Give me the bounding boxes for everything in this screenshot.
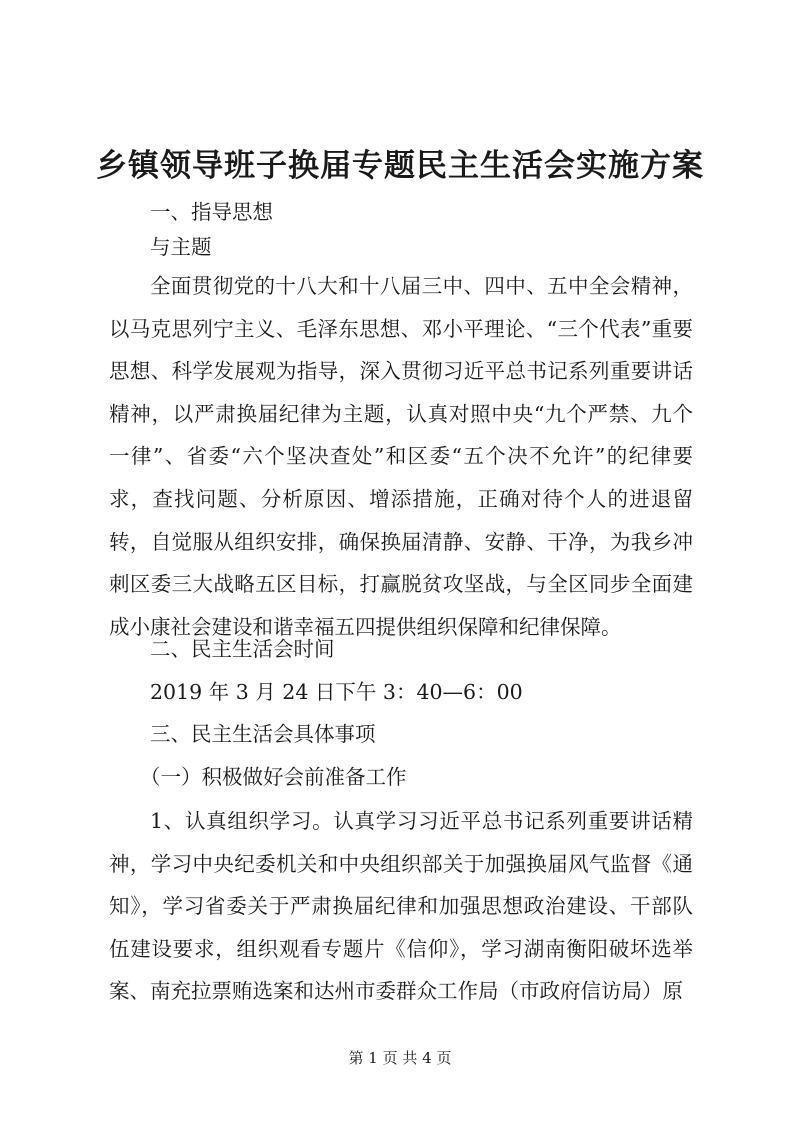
paragraph-study: 1、认真组织学习。认真学习习近平总书记系列重要讲话精神，学习中央纪委机关和中央组织部关于加强换届风气监督《通知》，学习省委关于严肃换届纪律和加强思想政治建设、干部队伍建设要求，组织观看专题片《信仰》，学习湖南衡阳破坏选举案、南充拉票贿选案和达州市委群众工作局（市政府信访局）原: [109, 809, 693, 1004]
paragraph-guiding-thought: 全面贯彻党的十八大和十八届三中、四中、五中全会精神，以马克思列宁主义、毛泽东思想、邓小平理论、“三个代表”重要思想、科学发展观为指导，深入贯彻习近平总书记系列重要讲话精神，以严肃换届纪律为主题，认真对照中央“九个严禁、九个一律”、省委“六个坚决查处”和区委“五个决不允许”的纪律要求，查找问题、分析原因、增添措施，正确对待个人的进退留转，自觉服从组织安排，确保换届清静、安静、干净，为我乡冲刺区委三大战略五区目标，打赢脱贫攻坚战，与全区同步全面建成小康社会建设和谐幸福五四提供组织保障和纪律保障。: [109, 274, 693, 639]
section-heading-theme: 与主题: [150, 235, 212, 259]
section-heading-meeting-time: 二、民主生活会时间: [150, 637, 335, 661]
meeting-time-text: 2019 年 3 月 24 日下午 3：40—6：00: [150, 680, 523, 704]
document-title: 乡镇领导班子换届专题民主生活会实施方案: [96, 148, 704, 184]
subheading-preparation: （一）积极做好会前准备工作: [140, 765, 407, 789]
section-heading-specific-matters: 三、民主生活会具体事项: [150, 722, 376, 746]
section-heading-guiding-thought: 一、指导思想: [150, 200, 273, 224]
page-number-footer: 第 1 页 共 4 页: [348, 1049, 452, 1067]
